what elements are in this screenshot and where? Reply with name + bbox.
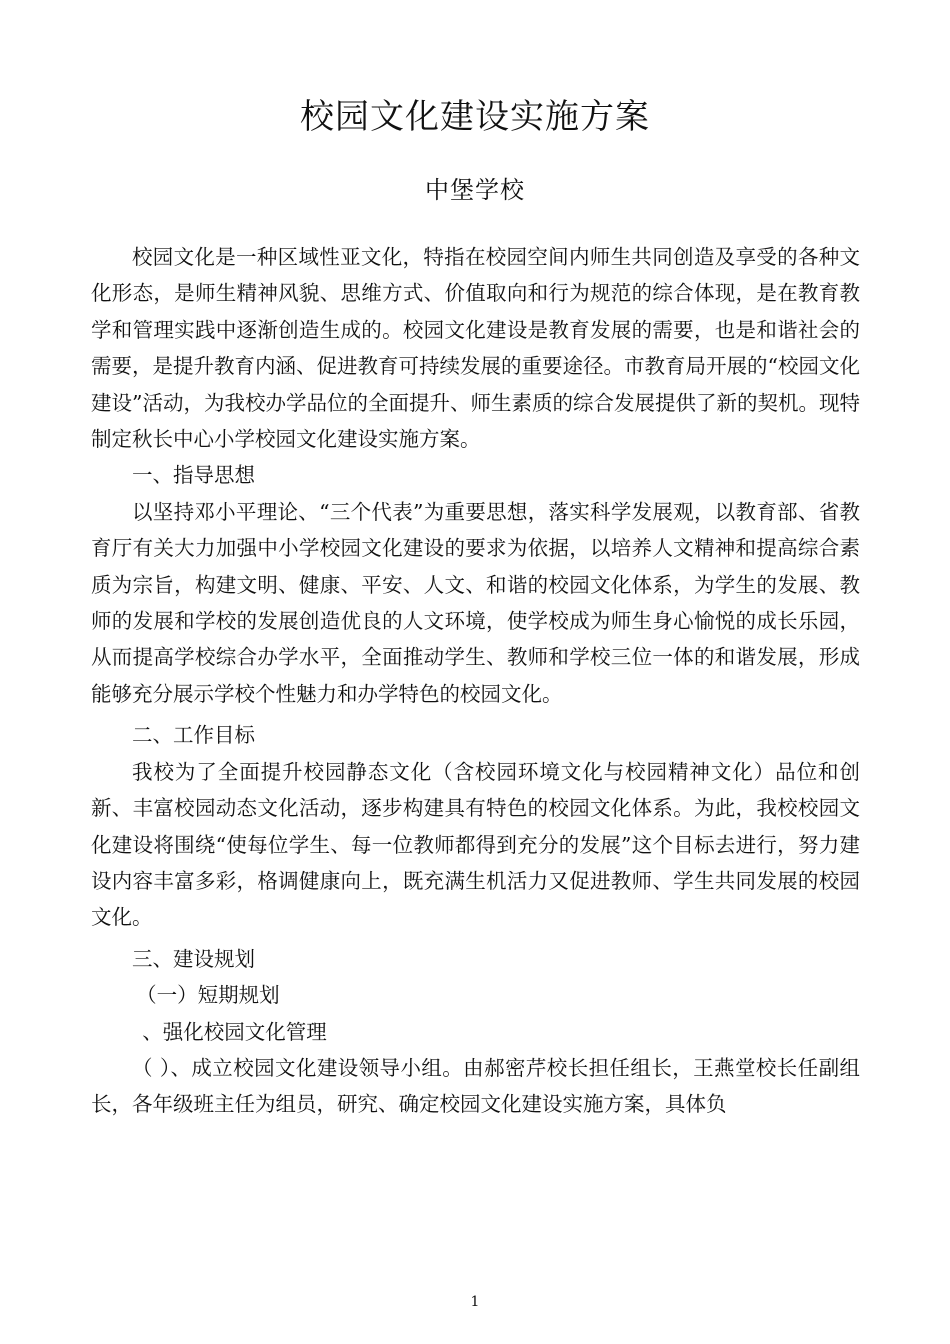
document-body xyxy=(91,239,860,1123)
school-name: 中堡学校 xyxy=(425,176,525,204)
section-heading-construction-plan: 三、建设规划 xyxy=(132,946,255,971)
guiding-ideology-paragraph: 以坚持邓小平理论、“三个代表”为重要思想，落实科学发展观，以教育部、省教育厅有关大力加强中小学校园文化建设的要求为依据，以培养人文精神和提高综合素质为宗旨，构建文明、健康、平安、人文、和谐的校园文化体系，为学生的发展、教师的发展和学校的发展创造优良的人文环境，使学校成为师生身心愉悦的成长乐园，从而提高学校综合办学水平，全面推动学生、教师和学校三位一体的和谐发展，形成能够充分展示学校个性魅力和办学特色的校园文化。 xyxy=(91,499,860,706)
item-heading-strengthen-management: 、强化校园文化管理 xyxy=(142,1019,327,1044)
subsection-heading-short-term-plan: （一）短期规划 xyxy=(136,983,280,1008)
section-heading-guiding-ideology: 一、指导思想 xyxy=(132,463,255,488)
document-title: 校园文化建设实施方案 xyxy=(300,97,650,137)
intro-paragraph: 校园文化是一种区域性亚文化，特指在校园空间内师生共同创造及享受的各种文化形态，是师生精神风貌、思维方式、价值取向和行为规范的综合体现，是在教育教学和管理实践中逐渐创造生成的。校园文化建设是教育发展的需要，也是和谐社会的需要，是提升教育内涵、促进教育可持续发展的重要途径。市教育局开展的“校园文化建设”活动，为我校办学品位的全面提升、师生素质的综合发展提供了新的契机。现特制定秋长中心小学校园文化建设实施方案。 xyxy=(91,245,860,452)
section-heading-work-goals: 二、工作目标 xyxy=(132,723,255,748)
leadership-group-paragraph: （ ）、成立校园文化建设领导小组。由郝密芹校长担任组长，王燕堂校长任副组长，各年级班主任为组员，研究、确定校园文化建设实施方案，具体负 xyxy=(91,1055,860,1117)
work-goals-paragraph: 我校为了全面提升校园静态文化（含校园环境文化与校园精神文化）品位和创新、丰富校园动态文化活动，逐步构建具有特色的校园文化体系。为此，我校校园文化建设将围绕“使每位学生、每一位教师都得到充分的发展”这个目标去进行，努力建设内容丰富多彩，格调健康向上，既充满生机活力又促进教师、学生共同发展的校园文化。 xyxy=(91,759,860,930)
page-number: 1 xyxy=(470,1294,480,1310)
